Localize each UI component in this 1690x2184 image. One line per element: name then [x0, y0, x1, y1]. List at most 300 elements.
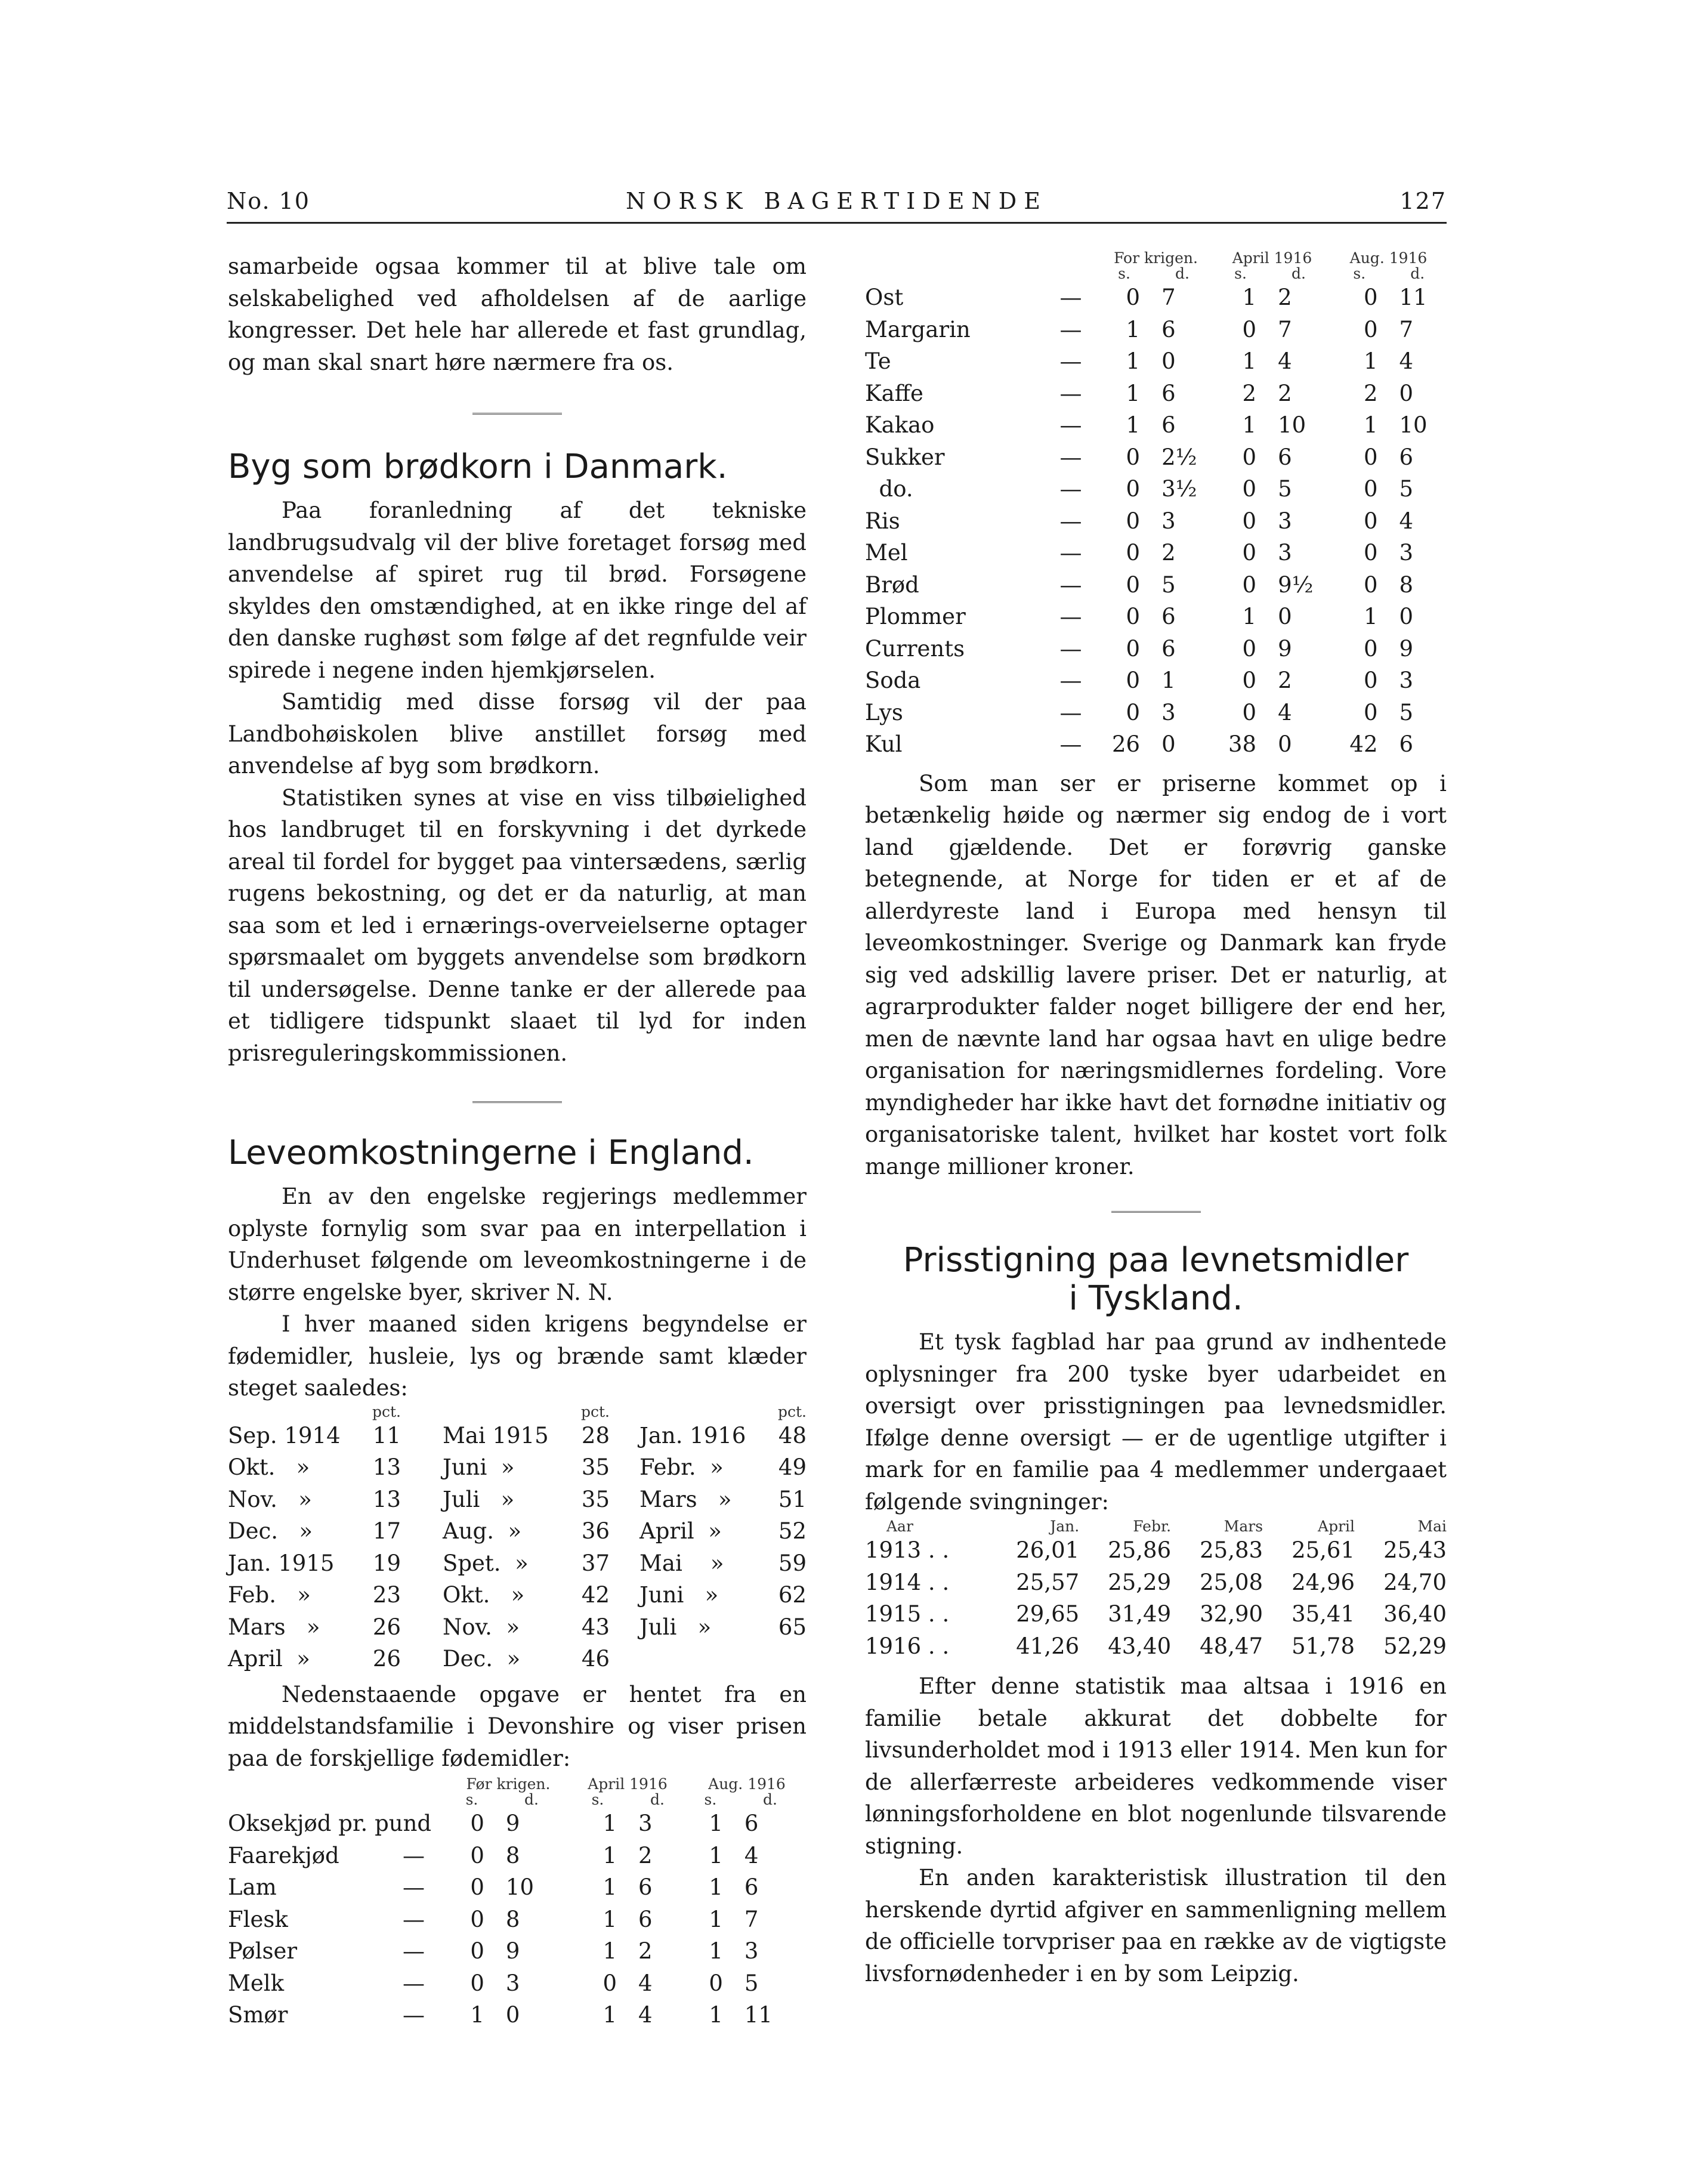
- pence: 5: [744, 1970, 759, 1996]
- pence: 6: [1161, 412, 1176, 438]
- shilling: 0: [1363, 540, 1378, 566]
- dash: —: [1059, 444, 1082, 470]
- shilling: 0: [1126, 668, 1141, 693]
- shilling: 0: [1126, 508, 1141, 534]
- expense-value: 36,40: [1383, 1601, 1447, 1627]
- pence: 6: [1161, 604, 1176, 629]
- expense-value: 25,08: [1200, 1569, 1263, 1595]
- dash: —: [1059, 668, 1082, 693]
- pct-row: [228, 1579, 807, 1611]
- pence: 0: [1161, 731, 1176, 757]
- item-cell: [228, 1840, 449, 1872]
- dash: —: [1059, 508, 1082, 534]
- price-row: [228, 1999, 807, 2031]
- dash: —: [1059, 572, 1082, 598]
- year-row: [865, 1630, 1447, 1663]
- section-divider: [1111, 1211, 1201, 1214]
- pence: 6: [1161, 380, 1176, 406]
- shilling: 1: [1363, 348, 1378, 374]
- shilling: 0: [709, 1970, 723, 1996]
- item-name: Smør: [228, 2002, 288, 2028]
- expense-value: 25,57: [1016, 1569, 1080, 1595]
- shilling: 1: [603, 1938, 617, 1964]
- dash: —: [1059, 635, 1082, 662]
- shilling: 26: [1111, 731, 1141, 757]
- expense-value: 25,83: [1200, 1537, 1263, 1563]
- month-label: Nov. »: [443, 1614, 520, 1640]
- month-label: April »: [639, 1518, 722, 1544]
- pence: 2: [1278, 285, 1292, 310]
- page-header: [227, 182, 1447, 218]
- pence: 0: [1278, 604, 1292, 629]
- pct-value: 36: [581, 1518, 610, 1544]
- pct-label: pct.: [778, 1403, 807, 1420]
- item-name: Pølser: [228, 1938, 298, 1964]
- item-name: Currents: [865, 635, 965, 662]
- pct-value: 17: [372, 1518, 401, 1544]
- pence: 6: [1399, 731, 1414, 757]
- shilling: 1: [709, 2002, 723, 2028]
- pence: 3: [744, 1938, 759, 1964]
- pence: 7: [1399, 316, 1414, 342]
- shilling: 1: [1126, 380, 1141, 406]
- pct-value: 51: [778, 1486, 807, 1512]
- price-row: [865, 569, 1447, 601]
- item-cell: [228, 1999, 449, 2031]
- month-label: [610, 1643, 753, 1675]
- price-row: [228, 1840, 807, 1872]
- shilling: 0: [1363, 699, 1378, 725]
- year-row: [865, 1534, 1447, 1567]
- section-divider: [472, 1101, 562, 1104]
- pence: 0: [1161, 348, 1176, 374]
- price-row: [865, 728, 1447, 761]
- shilling: 0: [1126, 444, 1141, 470]
- pct-row: [228, 1515, 807, 1547]
- publication-title: NORSK BAGERTIDENDE: [626, 188, 1048, 214]
- dash: —: [1059, 316, 1082, 342]
- shilling: 38: [1228, 731, 1257, 757]
- unit-s: s.: [1234, 265, 1247, 282]
- col-april-1916: April 1916: [1232, 249, 1312, 267]
- right-column: [865, 251, 1447, 1990]
- pence: 9: [1278, 635, 1292, 662]
- pence: 6: [1161, 316, 1176, 342]
- issue-number: No. 10: [227, 188, 310, 214]
- item-cell: [228, 1808, 449, 1840]
- shilling: 0: [1363, 572, 1378, 598]
- pence: 3: [1278, 508, 1292, 534]
- tyskland-paragraph-1: Et tysk fagblad har paa grund av indhentede oplysninger fra 200 tyske byer udarbeidet en oversigt over prisstigningen paa levnedsmidler. Ifølge denne oversigt — er de ugentlige utgifter i mark for en familie paa 4 medlemmer undergaaet følgende svingninger:: [865, 1329, 1447, 1515]
- pence: 11: [1399, 285, 1428, 310]
- month-label: Juni »: [639, 1582, 719, 1608]
- pct-value: 59: [778, 1550, 807, 1576]
- price-row: [865, 537, 1447, 569]
- pct-row: [228, 1643, 807, 1675]
- pct-value: 11: [372, 1422, 401, 1448]
- pence: 4: [638, 1970, 653, 1996]
- byg-paragraph-2: Samtidig med disse forsøg vil der paa Landbohøiskolen blive anstillet forsøg med anvendelse af byg som brødkorn.: [228, 689, 807, 779]
- shilling: 1: [470, 2002, 484, 2028]
- shilling: 0: [470, 1811, 484, 1836]
- pence: 6: [1278, 444, 1292, 470]
- month-label: Jan. 1916: [639, 1422, 746, 1448]
- item-name: Soda: [865, 668, 921, 693]
- pct-value: 62: [778, 1582, 807, 1608]
- shilling: 42: [1349, 731, 1378, 757]
- pence: 9: [1399, 635, 1414, 662]
- pence: 3: [1278, 540, 1292, 566]
- shilling: 0: [1363, 508, 1378, 534]
- pence: 2½: [1161, 444, 1197, 470]
- shilling: 0: [1242, 668, 1257, 693]
- expense-value: 32,90: [1200, 1601, 1263, 1627]
- price-unit-row: [865, 266, 1447, 282]
- pct-value: 23: [372, 1582, 401, 1608]
- shilling: 0: [1363, 668, 1378, 693]
- dash: —: [403, 1874, 425, 1900]
- unit-d: d.: [524, 1791, 539, 1808]
- price-row: [865, 473, 1447, 505]
- pence: 5: [1161, 572, 1176, 598]
- dash: —: [1059, 731, 1082, 757]
- pct-value: 35: [581, 1454, 610, 1480]
- pct-label: pct.: [372, 1403, 401, 1420]
- pct-increase-table: [228, 1404, 807, 1675]
- shilling: 1: [1242, 604, 1257, 629]
- shilling: 1: [603, 1906, 617, 1932]
- dash: —: [403, 1970, 425, 1996]
- expense-value: 25,61: [1292, 1537, 1355, 1563]
- header-rule: [227, 222, 1447, 224]
- shilling: 1: [1126, 348, 1141, 374]
- col-april-1916: April 1916: [588, 1775, 668, 1793]
- month-label: Mai 1915: [443, 1422, 549, 1448]
- page-number: 127: [1399, 188, 1447, 214]
- shilling: 0: [1363, 476, 1378, 502]
- pence: 0: [1399, 604, 1414, 629]
- month-label: Juli »: [443, 1486, 515, 1512]
- month-label: Dec. »: [443, 1646, 521, 1672]
- shilling: 0: [1126, 476, 1141, 502]
- pence: 4: [744, 1842, 759, 1868]
- shilling: 1: [1242, 285, 1257, 310]
- pence: 3: [1161, 508, 1176, 534]
- expense-value: 41,26: [1016, 1633, 1080, 1659]
- year-column-header: Febr.: [1133, 1518, 1172, 1535]
- byg-paragraph-3: Statistiken synes at vise en viss tilbøielighed hos landbruget til en forskyvning i det dyrkede areal til fordel for bygget paa vintersædens, særlig rugens bekostning, og det er da naturlig, at man saa som et led i ernærings-overveielserne optager spørsmaalet om byggets anvendelse som brødkorn til undersøgelse. Denne tanke er der allerede paa et tidligere tidspunkt slaaet til lyd for inden prisreguleringskommissionen.: [228, 784, 807, 1066]
- expense-value: 31,49: [1108, 1601, 1172, 1627]
- pence: 3: [505, 1970, 520, 1996]
- shilling: 1: [1242, 412, 1257, 438]
- pence: 0: [1278, 731, 1292, 757]
- year-row: [865, 1598, 1447, 1630]
- left-column: [228, 251, 807, 2031]
- shilling: 0: [1242, 635, 1257, 662]
- item-cell: [228, 1935, 449, 1967]
- pence: 4: [1278, 348, 1292, 374]
- dash: —: [403, 2002, 425, 2028]
- item-name: Brød: [865, 572, 919, 598]
- england-paragraph-3: Nedenstaaende opgave er hentet fra en middelstandsfamilie i Devonshire og viser prisen paa de forskjellige fødemidler:: [228, 1681, 807, 1771]
- shilling: 1: [709, 1811, 723, 1836]
- month-label: Juli »: [639, 1614, 712, 1640]
- pence: 10: [1399, 412, 1428, 438]
- dash: —: [1059, 412, 1082, 438]
- weekly-expense-table: [865, 1519, 1447, 1662]
- year-column-header: Mai: [1417, 1518, 1447, 1535]
- expense-value: 24,70: [1383, 1569, 1447, 1595]
- tyskland-paragraph-3: En anden karakteristisk illustration til den herskende dyrtid afgiver en sammenligning mellem de officielle torvpriser paa en række av de vigtigste livsfornødenheder i en by som Leipzig.: [865, 1865, 1447, 1987]
- shilling: 0: [1126, 285, 1141, 310]
- dash: —: [403, 1938, 425, 1964]
- shilling: 0: [470, 1906, 484, 1932]
- year-label: 1915 . .: [865, 1601, 950, 1627]
- shilling: 0: [1363, 635, 1378, 662]
- shilling: 1: [1126, 412, 1141, 438]
- expense-value: 43,40: [1108, 1633, 1172, 1659]
- pence: 6: [638, 1906, 653, 1932]
- month-label: Febr. »: [639, 1454, 724, 1480]
- pct-value: 13: [372, 1454, 401, 1480]
- shilling: 1: [1363, 604, 1378, 629]
- dash: —: [1059, 348, 1082, 374]
- unit-d: d.: [1175, 265, 1190, 282]
- pence: 5: [1399, 699, 1414, 725]
- item-name: Oksekjød pr. pund: [228, 1811, 432, 1836]
- month-label: Aug. »: [443, 1518, 522, 1544]
- shilling: 0: [1126, 635, 1141, 662]
- price-row: [865, 282, 1447, 314]
- pct-value: 26: [372, 1614, 401, 1640]
- col-aug-1916: Aug. 1916: [708, 1775, 786, 1793]
- pct-value: 42: [581, 1582, 610, 1608]
- price-unit-row: [228, 1792, 807, 1808]
- pence: 3: [1399, 668, 1414, 693]
- pence: 5: [1278, 476, 1292, 502]
- article-title-byg: Byg som brødkorn i Danmark.: [228, 447, 728, 486]
- expense-value: 48,47: [1200, 1633, 1263, 1659]
- year-table-header: [865, 1519, 1447, 1534]
- item-name: Te: [865, 348, 891, 374]
- expense-value: 29,65: [1016, 1601, 1080, 1627]
- shilling: 0: [1126, 604, 1141, 629]
- shilling: 0: [1363, 285, 1378, 310]
- unit-s: s.: [591, 1791, 604, 1808]
- pence: 6: [1161, 635, 1176, 662]
- expense-value: 52,29: [1383, 1633, 1447, 1659]
- col-aug-1916: Aug. 1916: [1349, 249, 1428, 267]
- item-cell: [228, 1871, 449, 1904]
- pence: 6: [638, 1874, 653, 1900]
- pct-value: 13: [372, 1486, 401, 1512]
- price-row: [865, 441, 1447, 474]
- shilling: 1: [1363, 412, 1378, 438]
- year-column-header: April: [1318, 1518, 1355, 1535]
- item-name: Melk: [228, 1970, 285, 1996]
- shilling: 0: [1242, 444, 1257, 470]
- pct-row: [228, 1611, 807, 1644]
- item-cell: [228, 1904, 449, 1936]
- pence: 4: [1278, 699, 1292, 725]
- expense-value: 26,01: [1016, 1537, 1080, 1563]
- expense-value: 35,41: [1292, 1601, 1355, 1627]
- price-row: [865, 697, 1447, 729]
- pence: 2: [1161, 540, 1176, 566]
- article-title-england: Leveomkostningerne i England.: [228, 1133, 754, 1172]
- col-before-war: For krigen.: [1114, 249, 1198, 267]
- pence: 3½: [1161, 476, 1197, 502]
- pence: 8: [1399, 572, 1414, 598]
- unit-s: s.: [465, 1791, 478, 1808]
- shilling: 1: [1242, 348, 1257, 374]
- dash: —: [1059, 380, 1082, 406]
- dash: —: [403, 1842, 425, 1868]
- england-paragraph-2: I hver maaned siden krigens begyndelse er fødemidler, husleie, lys og brænde samt klæder steget saaledes:: [228, 1311, 807, 1401]
- pct-row: [228, 1484, 807, 1516]
- year-label: 1913 . .: [865, 1537, 950, 1563]
- price-row: [865, 633, 1447, 665]
- shilling: 0: [1242, 699, 1257, 725]
- expense-value: 51,78: [1292, 1633, 1355, 1659]
- shilling: 2: [1242, 380, 1257, 406]
- month-label: Sep. 1914: [228, 1422, 341, 1448]
- month-label: Spet. »: [443, 1550, 529, 1576]
- shilling: 0: [470, 1970, 484, 1996]
- shilling: 1: [709, 1906, 723, 1932]
- unit-d: d.: [1292, 265, 1306, 282]
- shilling: 0: [603, 1970, 617, 1996]
- year-label: 1916 . .: [865, 1633, 950, 1659]
- pence: 2: [638, 1938, 653, 1964]
- month-label: Juni »: [443, 1454, 515, 1480]
- month-label: Mars »: [639, 1486, 732, 1512]
- col-before-war: Før krigen.: [466, 1775, 551, 1793]
- expense-value: 25,86: [1108, 1537, 1172, 1563]
- pct-value: 37: [581, 1550, 610, 1576]
- month-label: Jan. 1915: [228, 1550, 335, 1576]
- price-row: [865, 665, 1447, 697]
- shilling: 1: [709, 1938, 723, 1964]
- pct-value: 19: [372, 1550, 401, 1576]
- intro-paragraph: samarbeide ogsaa kommer til at blive tale om selskabelighed ved afholdelsen af de aarlige kongresser. Det hele har allerede et fast grundlag, og man skal snart høre nærmere fra os.: [228, 254, 807, 375]
- shilling: 0: [1242, 572, 1257, 598]
- year-column-header: Mars: [1224, 1518, 1263, 1535]
- pence: 6: [1399, 444, 1414, 470]
- price-row: [865, 378, 1447, 410]
- unit-d: d.: [650, 1791, 665, 1808]
- pence: 1: [1161, 668, 1176, 693]
- pct-value: 48: [778, 1422, 807, 1448]
- pence: 6: [744, 1811, 759, 1836]
- england-paragraph-4: Som man ser er priserne kommet op i betænkelig høide og nærmer sig endog de i vort land gjældende. Det er forøvrig ganske betegnende, at Norge for tiden er et af de allerdyreste land i Europa med hensyn til leveomkostninger. Sverige og Danmark kan fryde sig ved adskillig lavere priser. Det er naturlig, at agrarprodukter falder noget billigere der end her, men de nævnte land har ogsaa havt en ulige bedre organisation for næringsmidlernes fordeling. Vore myndigheder har ikke havt det fornødne initiativ og organisatoriske talent, hvilket har kostet vort folk mange millioner kroner.: [865, 770, 1447, 1179]
- expense-value: 24,96: [1292, 1569, 1355, 1595]
- shilling: 0: [1363, 316, 1378, 342]
- shilling: 0: [470, 1938, 484, 1964]
- shilling: 1: [603, 1811, 617, 1836]
- item-name: Kul: [865, 731, 903, 757]
- article-title-tyskland-line2: i Tyskland.: [1068, 1279, 1243, 1318]
- food-price-table-right: [865, 251, 1447, 761]
- shilling: 0: [1242, 508, 1257, 534]
- month-label: Nov. »: [228, 1486, 312, 1512]
- item-name: Ris: [865, 508, 900, 534]
- pence: 3: [1161, 699, 1176, 725]
- pct-row: [228, 1451, 807, 1484]
- shilling: 1: [603, 1874, 617, 1900]
- pence: 7: [744, 1906, 759, 1932]
- dash: —: [1059, 604, 1082, 629]
- shilling: 0: [1363, 444, 1378, 470]
- pct-value: 46: [581, 1646, 610, 1672]
- food-price-table-left: [228, 1777, 807, 2031]
- pct-row: [228, 1547, 807, 1580]
- shilling: 0: [1242, 476, 1257, 502]
- pct-header-row: [228, 1404, 807, 1420]
- dash: —: [1059, 285, 1082, 310]
- price-row: [228, 1967, 807, 2000]
- item-name: Plommer: [865, 604, 966, 629]
- shilling: 0: [470, 1874, 484, 1900]
- shilling: 2: [1363, 380, 1378, 406]
- pence: 7: [1161, 285, 1176, 310]
- dash: —: [403, 1906, 425, 1932]
- pence: 4: [638, 2002, 653, 2028]
- pct-value: 65: [778, 1614, 807, 1640]
- shilling: 0: [1242, 316, 1257, 342]
- month-label: Okt. »: [443, 1582, 525, 1608]
- price-header-row: [865, 251, 1447, 266]
- month-label: Mars »: [228, 1614, 320, 1640]
- price-row: [865, 505, 1447, 537]
- pence: 6: [744, 1874, 759, 1900]
- pct-value: 28: [581, 1422, 610, 1448]
- shilling: 1: [603, 1842, 617, 1868]
- shilling: 1: [603, 2002, 617, 2028]
- pence: 2: [1278, 668, 1292, 693]
- year-column-header: Aar: [886, 1518, 913, 1535]
- pence: 3: [638, 1811, 653, 1836]
- shilling: 1: [709, 1874, 723, 1900]
- price-row: [228, 1935, 807, 1967]
- item-name: Ost: [865, 285, 904, 310]
- shilling: 0: [1242, 540, 1257, 566]
- item-name: Faarekjød: [228, 1842, 339, 1868]
- pence: 9: [505, 1811, 520, 1836]
- price-header-row: [228, 1777, 807, 1792]
- shilling: 0: [470, 1842, 484, 1868]
- year-column-header: Jan.: [1050, 1518, 1080, 1535]
- pence: 10: [505, 1874, 534, 1900]
- pct-label: pct.: [581, 1403, 610, 1420]
- article-title-tyskland-line1: Prisstigning paa levnetsmidler: [903, 1241, 1409, 1280]
- item-name: Mel: [865, 540, 908, 566]
- pence: 4: [1399, 348, 1414, 374]
- pence: 5: [1399, 476, 1414, 502]
- pence: 2: [638, 1842, 653, 1868]
- price-row: [228, 1808, 807, 1840]
- month-label: Okt. »: [228, 1454, 310, 1480]
- pence: 4: [1399, 508, 1414, 534]
- pence: 9: [505, 1938, 520, 1964]
- month-label: Feb. »: [228, 1582, 311, 1608]
- pence: 8: [505, 1906, 520, 1932]
- item-name: Lys: [865, 699, 903, 725]
- shilling: 0: [1126, 699, 1141, 725]
- england-paragraph-1: En av den engelske regjerings medlemmer oplyste fornylig som svar paa en interpellation i Underhuset følgende om leveomkostningerne i de større engelske byer, skriver N. N.: [228, 1184, 807, 1305]
- price-row: [865, 409, 1447, 441]
- month-label: April »: [228, 1646, 310, 1672]
